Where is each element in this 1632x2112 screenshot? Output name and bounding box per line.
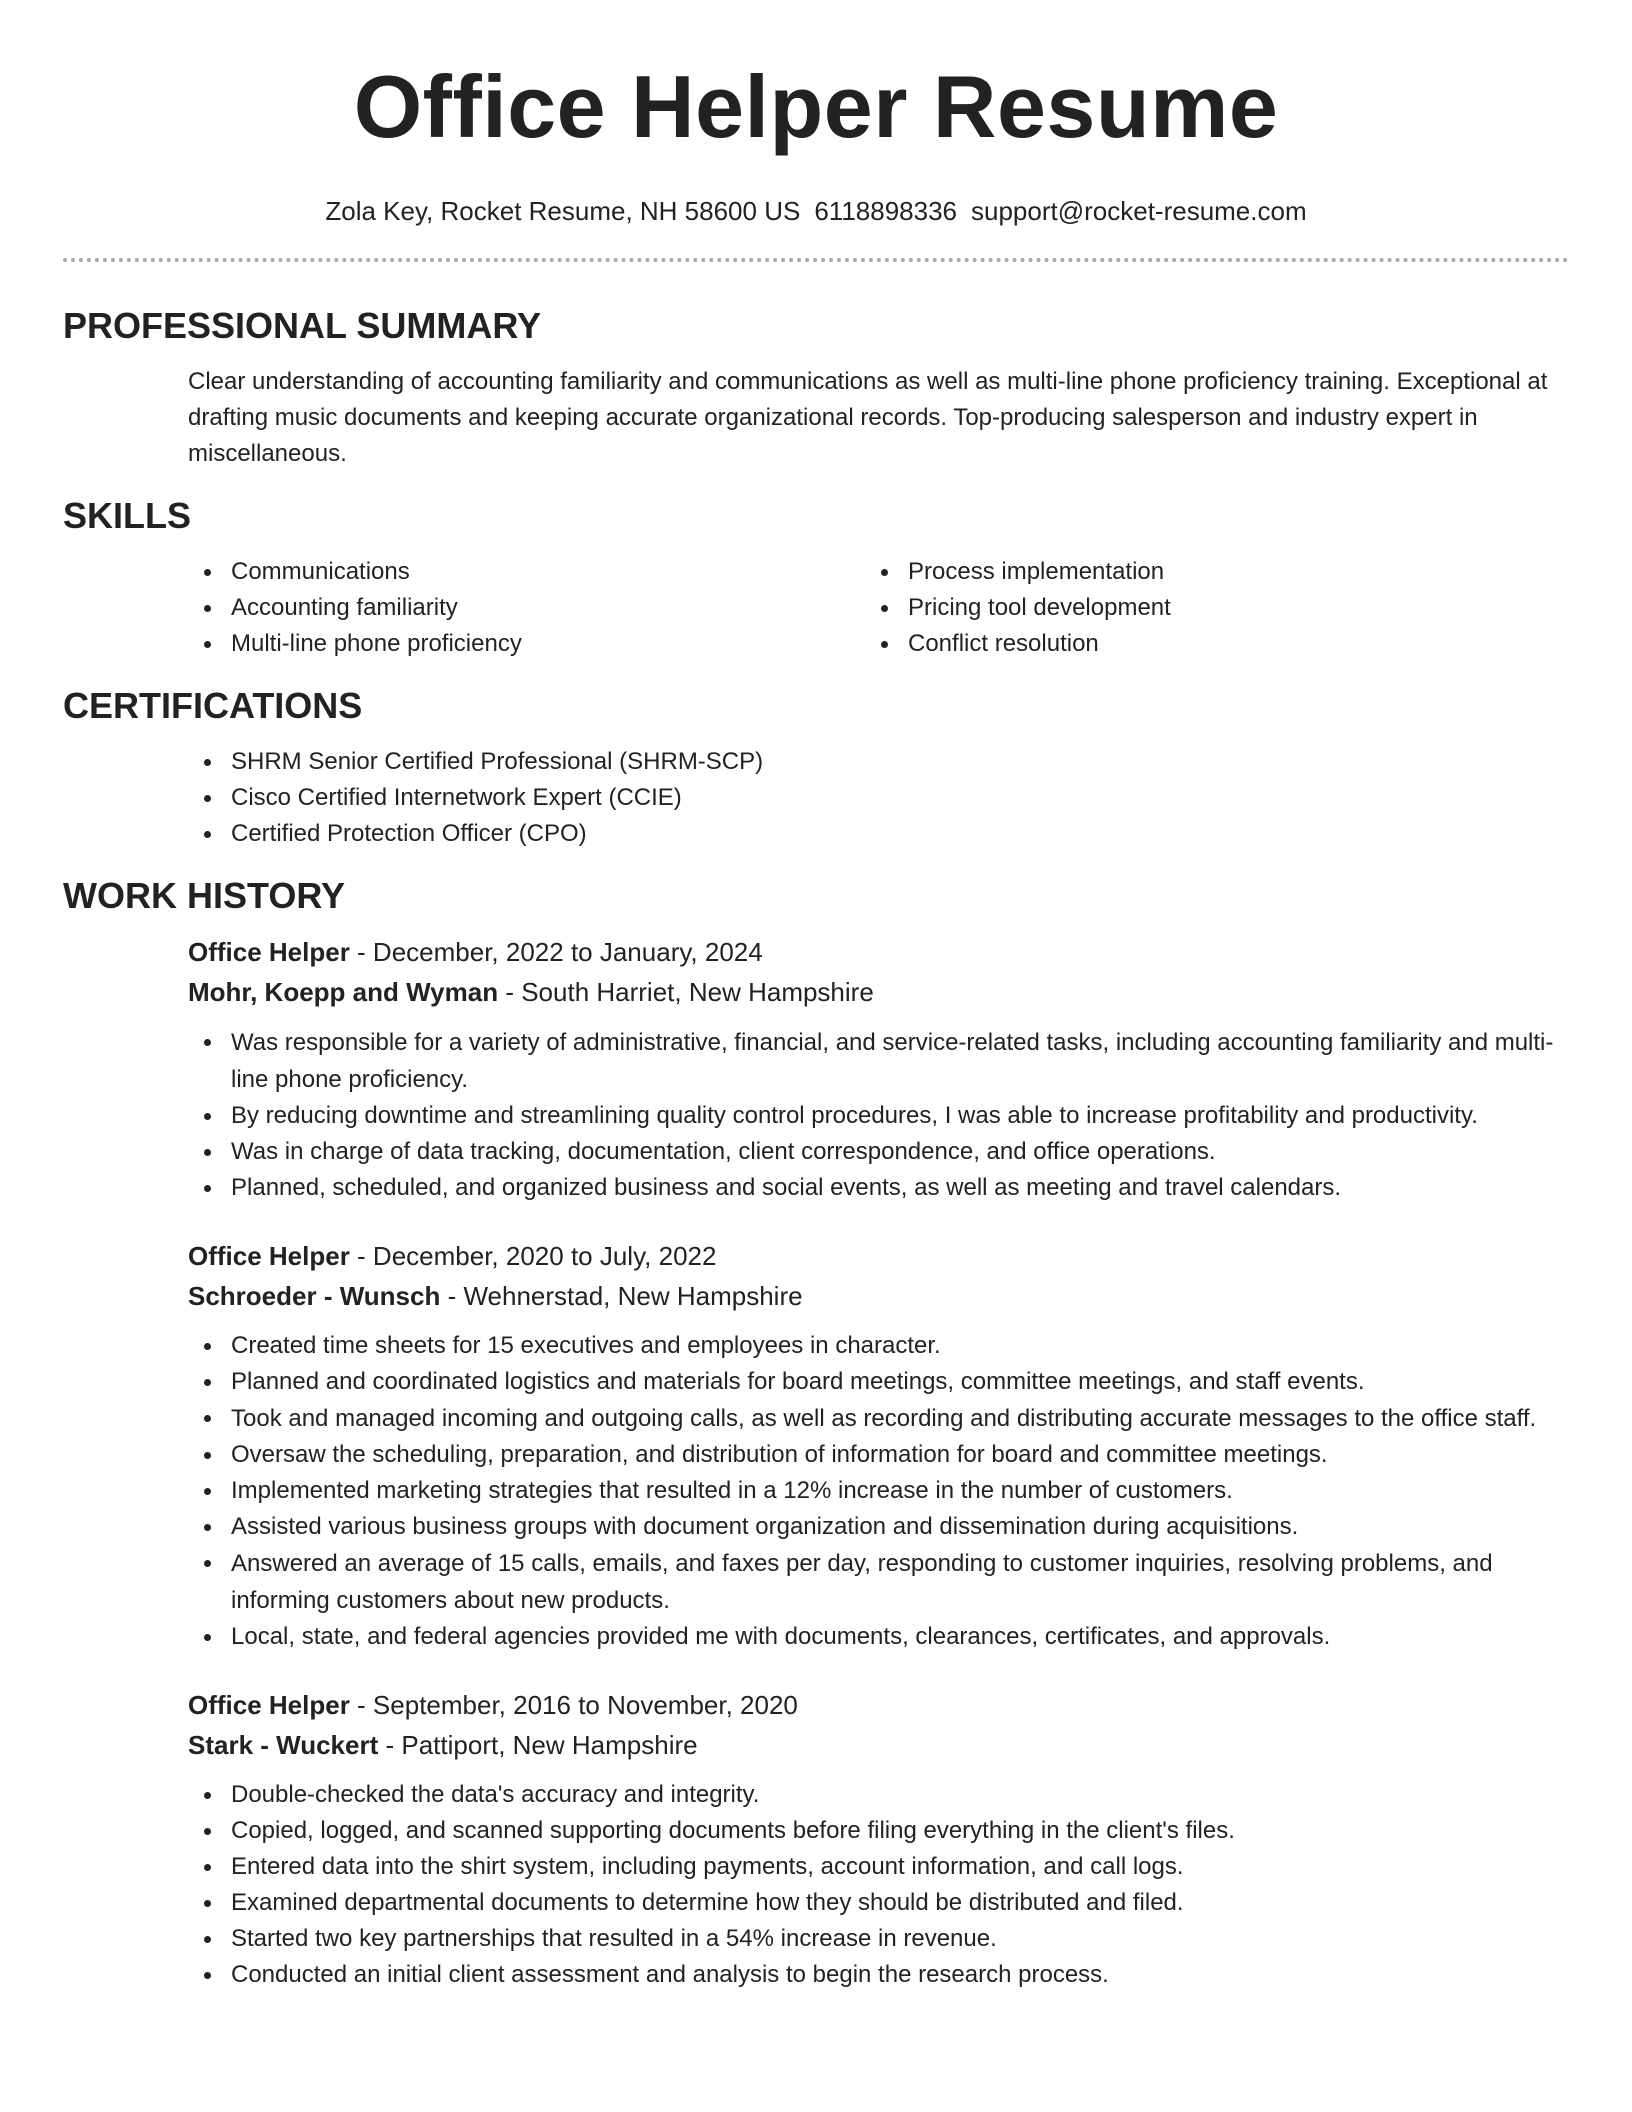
skills-column-right: [865, 554, 1542, 662]
job-duty: Conducted an initial client assessment and analysis to begin the research process.: [188, 1957, 1569, 1993]
job-duty: Local, state, and federal agencies provided me with documents, clearances, certificates, and approvals.: [188, 1619, 1569, 1655]
skills-heading: SKILLS: [63, 495, 192, 536]
job-dates: - September, 2016 to November, 2020: [349, 1690, 798, 1720]
job-duty: Double-checked the data's accuracy and integrity.: [188, 1777, 1569, 1813]
job-duty: Was in charge of data tracking, documentation, client correspondence, and office operations.: [188, 1134, 1569, 1170]
certification-item: Cisco Certified Internetwork Expert (CCIE): [188, 780, 1569, 816]
job-duties: [188, 1777, 1569, 1993]
skill-item: Multi-line phone proficiency: [188, 626, 865, 662]
certification-item: SHRM Senior Certified Professional (SHRM-SCP): [188, 744, 1569, 780]
job-dates: - December, 2020 to July, 2022: [349, 1241, 717, 1271]
job-location: - South Harriet, New Hampshire: [498, 977, 874, 1007]
job-company: Mohr, Koepp and Wyman: [188, 977, 499, 1007]
header-divider: [63, 258, 1569, 262]
resume-title: Office Helper Resume: [353, 57, 1279, 156]
job-duties: [188, 1024, 1569, 1206]
job-title-line: [188, 1236, 1569, 1276]
certification-item: Certified Protection Officer (CPO): [188, 816, 1569, 852]
job-company-line: [188, 972, 1569, 1012]
job-duty: Examined departmental documents to determine how they should be distributed and filed.: [188, 1885, 1569, 1921]
summary-text: Clear understanding of accounting familiarity and communications as well as multi-line phone proficiency training. Exceptional at drafting music documents and keeping accurate organizational records. Top-producing salesperson and industry expert in miscellaneous.: [188, 368, 1548, 467]
job-duty: Implemented marketing strategies that resulted in a 12% increase in the number of customers.: [188, 1473, 1569, 1509]
job-duty: Entered data into the shirt system, including payments, account information, and call logs.: [188, 1849, 1569, 1885]
job-entry: [188, 1236, 1569, 1655]
job-company-line: [188, 1725, 1569, 1765]
job-duty: Assisted various business groups with document organization and dissemination during acquisitions.: [188, 1509, 1569, 1545]
contact-phone: 6118898336: [814, 196, 957, 226]
certifications-heading: CERTIFICATIONS: [63, 685, 363, 726]
skills-list: [188, 554, 1569, 662]
job-duty: Oversaw the scheduling, preparation, and distribution of information for board and committee meetings.: [188, 1437, 1569, 1473]
job-duty: Took and managed incoming and outgoing calls, as well as recording and distributing accurate messages to the office staff.: [188, 1400, 1569, 1437]
job-location: - Pattiport, New Hampshire: [378, 1730, 698, 1760]
job-duty: Planned and coordinated logistics and materials for board meetings, committee meetings, and staff events.: [188, 1364, 1569, 1400]
contact-line: [63, 194, 1569, 228]
job-company: Stark - Wuckert: [188, 1730, 379, 1760]
skill-item: Pricing tool development: [865, 590, 1542, 626]
job-title: Office Helper: [188, 1241, 350, 1271]
job-title-line: [188, 1685, 1569, 1725]
job-company-line: [188, 1276, 1569, 1316]
job-dates: - December, 2022 to January, 2024: [349, 937, 763, 967]
job-title: Office Helper: [188, 1690, 350, 1720]
contact-email: support@rocket-resume.com: [971, 196, 1307, 226]
job-title: Office Helper: [188, 937, 350, 967]
skill-item: Accounting familiarity: [188, 590, 865, 626]
skill-item: Communications: [188, 554, 865, 590]
skill-item: Process implementation: [865, 554, 1542, 590]
job-duty: Started two key partnerships that resulted in a 54% increase in revenue.: [188, 1921, 1569, 1957]
job-duty: Planned, scheduled, and organized business and social events, as well as meeting and travel calendars.: [188, 1170, 1569, 1206]
job-duties: [188, 1328, 1569, 1655]
job-company: Schroeder - Wunsch: [188, 1281, 441, 1311]
job-duty: By reducing downtime and streamlining quality control procedures, I was able to increase profitability and productivity.: [188, 1098, 1569, 1134]
job-entry: [188, 1685, 1569, 1993]
job-duty: Copied, logged, and scanned supporting documents before filing everything in the client's files.: [188, 1813, 1569, 1849]
job-duty: Answered an average of 15 calls, emails, and faxes per day, responding to customer inquiries, resolving problems, and informing customers about new products.: [188, 1545, 1569, 1619]
skill-item: Conflict resolution: [865, 626, 1542, 662]
job-duty: Was responsible for a variety of administrative, financial, and service-related tasks, including accounting familiarity and multi-line phone proficiency.: [188, 1024, 1569, 1098]
job-duty: Created time sheets for 15 executives and employees in character.: [188, 1328, 1569, 1364]
skills-column-left: [188, 554, 865, 662]
work-history-heading: WORK HISTORY: [63, 875, 346, 916]
contact-address: Zola Key, Rocket Resume, NH 58600 US: [325, 196, 801, 226]
job-entry: [188, 932, 1569, 1206]
job-location: - Wehnerstad, New Hampshire: [440, 1281, 803, 1311]
certifications-list: [188, 744, 1569, 852]
job-title-line: [188, 932, 1569, 972]
summary-heading: PROFESSIONAL SUMMARY: [63, 305, 542, 346]
